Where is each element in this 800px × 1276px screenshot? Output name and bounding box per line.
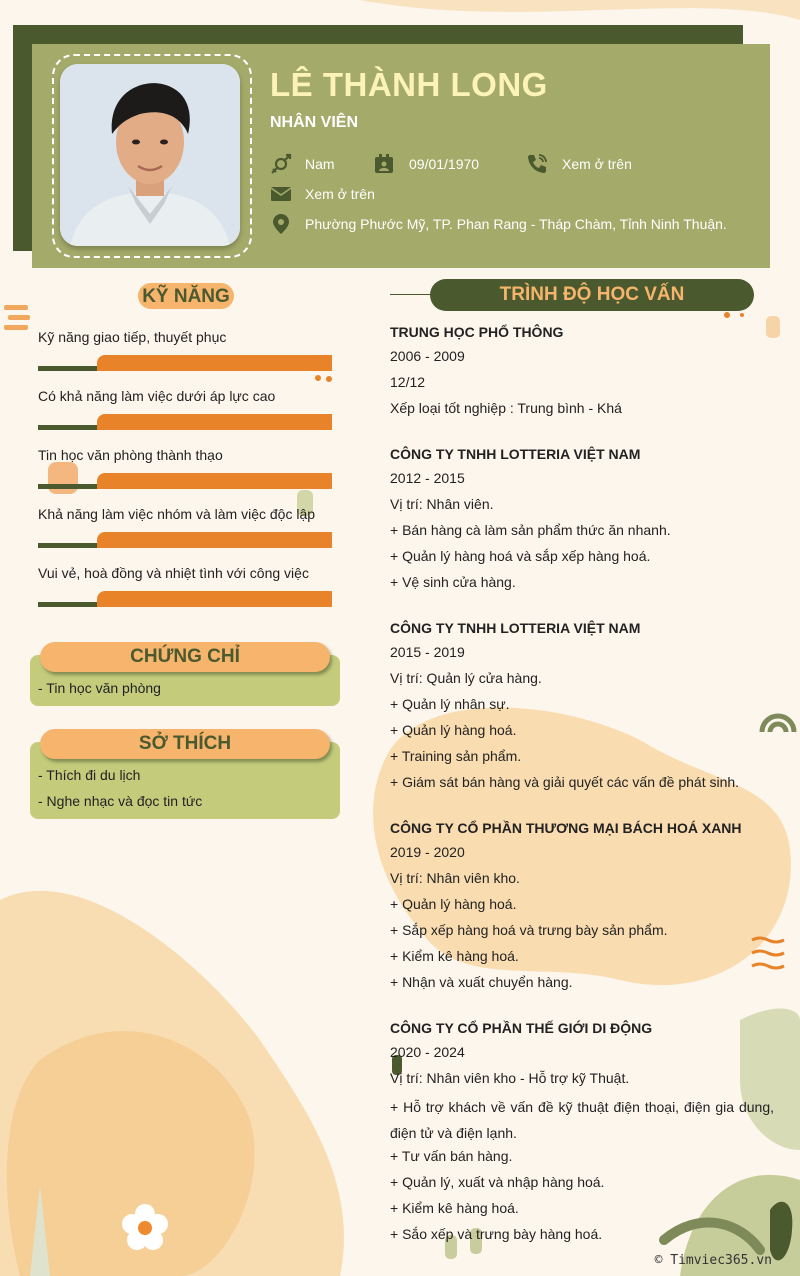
skill-label: Khả năng làm việc nhóm và làm việc độc lập (38, 506, 316, 522)
skill-bar-fill (97, 532, 332, 548)
block-line: 2006 - 2009 (390, 348, 465, 364)
skill-bar-fill (97, 473, 332, 489)
block-line: + Quản lý, xuất và nhập hàng hoá. (390, 1174, 605, 1190)
calendar-icon (373, 153, 395, 175)
skills-title: KỸ NĂNG (142, 286, 230, 307)
block-line: + Vệ sinh cửa hàng. (390, 574, 516, 590)
block-line: Vị trí: Quản lý cửa hàng. (390, 670, 542, 686)
dob-value: 09/01/1970 (409, 156, 480, 172)
block-title: CÔNG TY TNHH LOTTERIA VIỆT NAM (390, 446, 641, 462)
candidate-position: NHÂN VIÊN (270, 114, 359, 131)
education-block (390, 444, 774, 598)
block-line: + Hỗ trợ khách về vấn đề kỹ thuật điện thoại, điện gia dung, điện tử và điện lạnh. (390, 1099, 774, 1141)
education-block (390, 322, 774, 424)
certificates-title: CHỨNG CHỈ (40, 642, 330, 672)
block-line: + Training sản phẩm. (390, 748, 522, 764)
block-line: + Quản lý hàng hoá. (390, 896, 517, 912)
skill-label: Kỹ năng giao tiếp, thuyết phục (38, 329, 227, 345)
block-line: Vị trí: Nhân viên kho - Hỗ trợ kỹ Thuật. (390, 1070, 630, 1086)
block-title: CÔNG TY CỔ PHẦN THƯƠNG MẠI BÁCH HOÁ XANH (390, 820, 742, 836)
block-line: 2020 - 2024 (390, 1044, 465, 1060)
skill-label: Có khả năng làm việc dưới áp lực cao (38, 388, 276, 404)
education-title: TRÌNH ĐỘ HỌC VẤN (430, 279, 754, 311)
skill-bar-fill (97, 591, 332, 607)
block-line: + Quản lý hàng hoá. (390, 722, 517, 738)
footer-copyright: © Timviec365.vn (654, 1253, 772, 1268)
block-title: CÔNG TY CỔ PHẦN THẾ GIỚI DI ĐỘNG (390, 1020, 653, 1036)
skill-bar (38, 543, 332, 548)
gender-icon (270, 153, 292, 175)
phone-value: Xem ở trên (562, 156, 632, 172)
gender-value: Nam (305, 156, 335, 172)
candidate-name: LÊ THÀNH LONG (270, 66, 548, 103)
certificate-item: - Tin học văn phòng (38, 680, 161, 696)
skill-label: Vui vẻ, hoà đồng và nhiệt tình với công việc (38, 565, 309, 581)
skill-bar-fill (97, 414, 332, 430)
address-value: Phường Phước Mỹ, TP. Phan Rang - Tháp Chàm, Tỉnh Ninh Thuận. (305, 216, 727, 232)
skill-bar (38, 602, 332, 607)
skill-bar (38, 366, 332, 371)
block-line: 2012 - 2015 (390, 470, 465, 486)
location-icon (270, 213, 292, 235)
block-line: 2015 - 2019 (390, 644, 465, 660)
hobby-item: - Nghe nhạc và đọc tin tức (38, 793, 203, 809)
block-line: + Giám sát bán hàng và giải quyết các vấn đề phát sinh. (390, 774, 740, 790)
education-block (390, 1018, 774, 1250)
education-list (390, 322, 774, 1270)
block-line: + Sắp xếp hàng hoá và trưng bày sản phẩm. (390, 922, 668, 938)
block-line: 2019 - 2020 (390, 844, 465, 860)
block-line: Vị trí: Nhân viên. (390, 496, 494, 512)
block-title: CÔNG TY TNHH LOTTERIA VIỆT NAM (390, 620, 641, 636)
skill-bar-fill (97, 355, 332, 371)
block-line: + Tư vấn bán hàng. (390, 1148, 513, 1164)
block-line: Xếp loại tốt nghiệp : Trung bình - Khá (390, 400, 622, 416)
block-line: 12/12 (390, 374, 426, 390)
block-line: + Bán hàng cà làm sản phẩm thức ăn nhanh. (390, 522, 671, 538)
phone-icon (526, 153, 548, 175)
block-line: + Quản lý nhân sự. (390, 696, 510, 712)
block-title: TRUNG HỌC PHỔ THÔNG (390, 324, 564, 340)
skill-bar (38, 484, 332, 489)
block-line: + Kiểm kê hàng hoá. (390, 948, 519, 964)
block-line: + Kiểm kê hàng hoá. (390, 1200, 519, 1216)
block-line: Vị trí: Nhân viên kho. (390, 870, 520, 886)
education-block (390, 818, 774, 998)
profile-photo (60, 64, 240, 246)
mail-icon (270, 183, 292, 205)
hobby-item: - Thích đi du lịch (38, 767, 141, 783)
education-title-line (390, 294, 435, 295)
email-value: Xem ở trên (305, 186, 375, 202)
block-line: + Nhận và xuất chuyển hàng. (390, 974, 573, 990)
block-line: + Sắo xếp và trưng bày hàng hoá. (390, 1226, 603, 1242)
education-block (390, 618, 774, 798)
block-line: + Quản lý hàng hoá và sắp xếp hàng hoá. (390, 548, 651, 564)
skill-label: Tin học văn phòng thành thạo (38, 447, 223, 463)
skill-bar (38, 425, 332, 430)
hobbies-title: SỞ THÍCH (40, 729, 330, 759)
